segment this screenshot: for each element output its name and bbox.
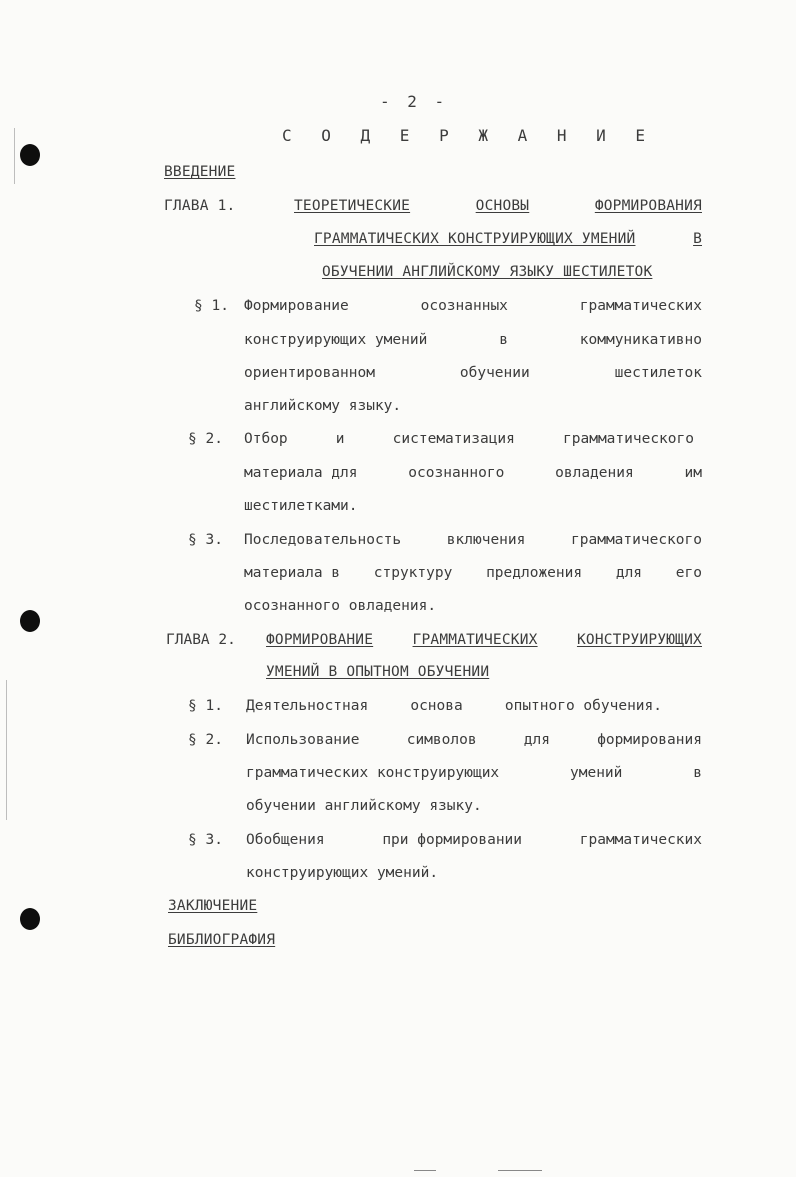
word: предложения: [486, 565, 583, 581]
scan-edge-mark: [14, 128, 15, 184]
word: им: [684, 465, 702, 481]
word: грамматических конструирующих: [246, 765, 500, 781]
section-text-line: [244, 429, 694, 449]
word: ориентированном: [244, 365, 375, 381]
word: умений: [570, 765, 623, 781]
word: его: [675, 565, 702, 581]
word: для: [523, 732, 550, 748]
section-text-line: обучении английскому языку.: [246, 798, 482, 814]
word: Деятельностная: [246, 698, 369, 714]
scan-edge-mark: [6, 680, 7, 820]
page-number: - 2 -: [380, 92, 449, 111]
section-text-line: [244, 296, 702, 316]
word: Последовательность: [244, 532, 402, 548]
section-text-line: [246, 730, 702, 750]
word: Использование: [246, 732, 360, 748]
section-text-line: [246, 830, 702, 850]
word: символов: [406, 732, 477, 748]
word: структуру: [373, 565, 453, 581]
chapter1-title-line2: [314, 229, 702, 249]
section-text-line: шестилетками.: [244, 498, 358, 514]
word: формирования: [597, 732, 702, 748]
chapter1-title-word: ТЕОРЕТИЧЕСКИЕ: [294, 198, 411, 214]
chapter2-title-word: КОНСТРУИРУЮЩИХ: [576, 632, 702, 648]
word: грамматических: [579, 298, 702, 314]
section-text-line: [244, 330, 702, 350]
section-mark: § 3.: [188, 832, 223, 848]
word: материала для: [244, 465, 358, 481]
punch-hole-bottom: [20, 908, 40, 930]
word: грамматических: [579, 832, 702, 848]
section-text-line: конструирующих умений.: [246, 865, 439, 881]
word: при формировании: [382, 832, 523, 848]
word: Формирование: [244, 298, 349, 314]
section-mark: § 3.: [188, 532, 223, 548]
section-mark: § 1.: [194, 298, 229, 314]
scan-edge-mark: [414, 1170, 436, 1171]
toc-bibliography: БИБЛИОГРАФИЯ: [168, 932, 276, 948]
section-text-line: [244, 363, 702, 383]
chapter1-title-word: ГРАММАТИЧЕСКИХ КОНСТРУИРУЮЩИХ УМЕНИЙ: [314, 231, 636, 247]
section-mark: § 1.: [188, 698, 223, 714]
chapter2-title-line1: [266, 630, 702, 650]
chapter2-title-line2: УМЕНИЙ В ОПЫТНОМ ОБУЧЕНИИ: [266, 664, 490, 680]
word: грамматического: [571, 532, 702, 548]
toc-introduction: ВВЕДЕНИЕ: [164, 164, 236, 180]
word: основа: [410, 698, 463, 714]
word: и: [335, 431, 345, 447]
word: для: [615, 565, 643, 581]
word: коммуникативно: [579, 332, 702, 348]
word: Отбор: [244, 431, 288, 447]
section-text-line: осознанного овладения.: [244, 598, 437, 614]
word: опытного обучения.: [504, 698, 662, 714]
chapter1-title-word: В: [693, 231, 702, 247]
chapter1-title-line3: ОБУЧЕНИИ АНГЛИЙСКОМУ ЯЗЫКУ ШЕСТИЛЕТОК: [322, 264, 653, 280]
word: материала в: [244, 565, 341, 581]
chapter1-title-line1: [294, 196, 702, 216]
section-mark: § 2.: [188, 732, 223, 748]
word: Обобщения: [246, 832, 325, 848]
chapter2-label: ГЛАВА 2.: [166, 632, 236, 648]
punch-hole-middle: [20, 610, 40, 632]
chapter2-title-word: ФОРМИРОВАНИЕ: [266, 632, 374, 648]
section-mark: § 2.: [188, 431, 223, 447]
word: систематизация: [392, 431, 515, 447]
page-title: С О Д Е Р Ж А Н И Е: [282, 126, 656, 145]
word: грамматического: [563, 431, 694, 447]
section-text-line: [244, 463, 702, 483]
section-text-line: английскому языку.: [244, 398, 402, 414]
chapter1-label: ГЛАВА 1.: [164, 198, 236, 214]
chapter2-title-word: ГРАММАТИЧЕСКИХ: [412, 632, 538, 648]
section-text-line: [246, 696, 662, 716]
toc-conclusion: ЗАКЛЮЧЕНИЕ: [168, 898, 258, 914]
word: конструирующих умений: [244, 332, 428, 348]
section-text-line: [246, 763, 702, 783]
section-text-line: [244, 530, 702, 550]
section-text-line: [244, 563, 702, 583]
scan-edge-mark: [498, 1170, 542, 1171]
word: осознанного: [408, 465, 505, 481]
word: включения: [446, 532, 526, 548]
word: в: [693, 765, 702, 781]
word: осознанных: [420, 298, 508, 314]
chapter1-title-word: ОСНОВЫ: [475, 198, 530, 214]
chapter1-title-word: ФОРМИРОВАНИЯ: [594, 198, 702, 214]
word: шестилеток: [614, 365, 702, 381]
word: овладения: [555, 465, 634, 481]
word: в: [499, 332, 508, 348]
punch-hole-top: [20, 144, 40, 166]
word: обучении: [459, 365, 530, 381]
